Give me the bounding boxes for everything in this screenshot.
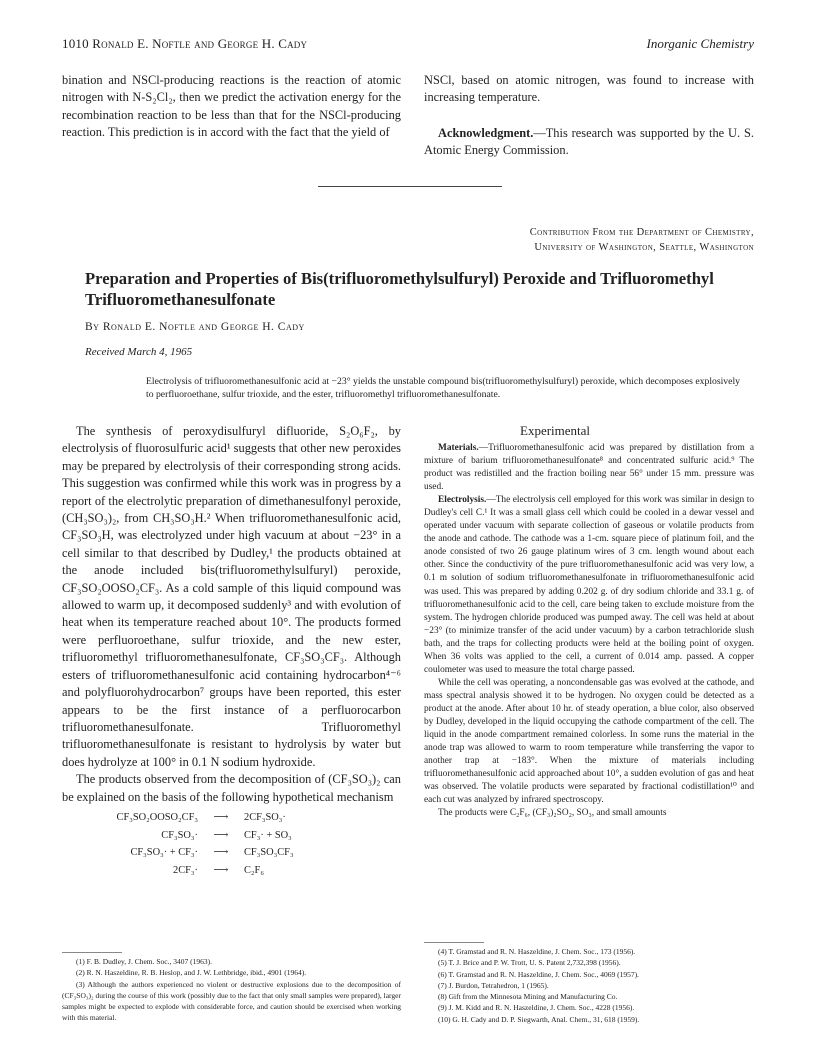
left-footnotes bbox=[62, 952, 401, 1024]
footnote: (3) Although the authors experienced no violent or destructive explosions due to the decomposition of (CF₃SO₃)₂ during the course of this work (possibly due to the fact that only small samples were prepared), larger samples might be expected to explode with considerable force, and caution should be exercised when working with this material. bbox=[62, 979, 401, 1023]
footnote: (9) J. M. Kidd and R. N. Haszeldine, J. Chem. Soc., 4228 (1956). bbox=[438, 1003, 635, 1013]
journal-name: Inorganic Chemistry bbox=[646, 36, 754, 51]
footnote: (5) T. J. Brice and P. W. Trott, U. S. Patent 2,732,398 (1956). bbox=[438, 958, 621, 968]
prev-article-left-text: bination and NSCl-producing reactions is the reaction of atomic nitrogen with N-S₂Cl₂, then we predict the activation energy for the recombination reaction to be less than that for the NSCl-producing reaction. This prediction is in accord with the fact that the yield of bbox=[62, 73, 401, 140]
article-title: Preparation and Properties of Bis(trifluoromethylsulfuryl) Peroxide and Trifluoromethyl Trifluoromethanesulfonate bbox=[85, 269, 714, 309]
mechanism-product: 2CF₃SO₃· bbox=[244, 811, 286, 823]
running-header-authors: 1010 Ronald E. Noftle and George H. Cady bbox=[62, 36, 308, 51]
intro-paragraph: The synthesis of peroxydisulfuryl difluoride, S₂O₆F₂, by electrolysis of fluorosulfuric acid¹ suggests that other new peroxides may be prepared by electrolysis of their corresponding strong acids. This suggestion was confirmed while this work was in progress by a report of the electrolytic preparation of dimethanesulfonyl peroxide, (CH₃SO₃)₂, from CH₃SO₃H.² When trifluoromethanesulfonic acid, CF₃SO₃H, was electrolyzed under high vacuum at about −23° in a cell similar to that described by Dudley,¹ the products obtained at the anode included bis(trifluoromethylsulfuryl) peroxide, CF₃SO₂OOSO₂CF₃. As a cold sample of this liquid compound was allowed to warm up, it decomposed suddenly³ and with evolution of heat when its temperature reached about 10°. The products formed were perfluoroethane, sulfur trioxide, and the new ester, trifluoromethyl trifluoromethanesulfonate, CF₃SO₃CF₃. Although esters of trifluoromethanesulfonic acid containing hydrocarbon⁴⁻⁶ and polyfluorohydrocarbon⁷ groups have been reported, this ester appears to be the first instance of a perfluorocarbon trifluoromethanesulfonate. Trifluoromethyl trifluoromethanesulfonate is resistant to hydrolysis by water but does hydrolyze at 100° in 0.1 N sodium hydroxide. bbox=[62, 424, 401, 769]
mechanism-reactant: CF₃SO₃· + CF₃· bbox=[130, 847, 198, 859]
footnote: (1) F. B. Dudley, J. Chem. Soc., 3407 (1963). bbox=[76, 957, 212, 966]
reaction-arrow: ⟶ bbox=[213, 847, 229, 859]
mechanism-product: CF₃SO₃CF₃ bbox=[244, 847, 294, 859]
materials-heading: Materials. bbox=[438, 443, 479, 453]
mechanism-product: CF₃· + SO₃ bbox=[244, 829, 292, 841]
mechanism-product: C₂F₆ bbox=[244, 864, 264, 876]
article-divider bbox=[318, 186, 502, 187]
reaction-arrow: ⟶ bbox=[213, 829, 229, 841]
materials-text: —Trifluoromethanesulfonic acid was prepared by distillation from a mixture of barium trifluoromethanesulfonate⁸ and concentrated sulfuric acid.⁹ The product was redistilled and the fraction boiling near 56° under 15 mm. pressure was used. bbox=[424, 443, 754, 493]
mechanism-step bbox=[62, 827, 401, 845]
right-footnotes bbox=[424, 942, 754, 1025]
reaction-arrow: ⟶ bbox=[213, 811, 229, 823]
footnote-rule bbox=[424, 942, 484, 943]
article-authors: By Ronald E. Noftle and George H. Cady bbox=[85, 321, 305, 333]
mechanism-reactant: CF₃SO₃· bbox=[161, 829, 198, 841]
footnote: (7) J. Burdon, Tetrahedron, 1 (1965). bbox=[438, 980, 549, 990]
mechanism-step bbox=[62, 809, 401, 827]
acknowledgment-heading: Acknowledgment. bbox=[438, 126, 534, 140]
mechanism-step bbox=[62, 862, 401, 880]
mechanism-step bbox=[62, 844, 401, 862]
materials-paragraph bbox=[424, 442, 754, 494]
contribution-line-2: University of Washington, Seattle, Washington bbox=[534, 242, 754, 253]
reaction-arrow: ⟶ bbox=[213, 864, 229, 876]
footnote: (8) Gift from the Minnesota Mining and Manufacturing Co. bbox=[438, 992, 618, 1002]
operating-paragraph: While the cell was operating, a noncondensable gas was evolved at the cathode, and mass spectral analysis showed it to be hydrogen. No oxygen could be detected as a product at the anode. After about 10 hr. of steady operation, a blue color, also observed by Dudley, developed in the liquid occupying the cathode compartment of the cell. The liquid in the anode compartment remained colorless. In some runs the material in the anode trap was allowed to warm to room temperature while transferring the vapor to another trap at −183°. When the mixture of materials including trifluoromethanesulfonic acid approached about 10°, a sudden evolution of gas and heat was observed. The volatile products were separated by fractional codistillation¹⁰ and each cut was analyzed by infrared spectroscopy. bbox=[424, 677, 754, 806]
contribution-line-1: Contribution From the Department of Chemistry, bbox=[529, 227, 754, 238]
acknowledgment-text: —This research was supported by the U. S. Atomic Energy Commission. bbox=[424, 126, 754, 158]
electrolysis-text: —The electrolysis cell employed for this work was similar in design to Dudley's cell C.¹ It was a small glass cell which could be cooled in a dewar vessel and operated under vacuum with separate collection of gaseous or volatile products from the anode and cathode. The cathode was a 1-cm. square piece of platinum foil, and the anode consisted of two 26 gauge platinum wires of 3 cm. length wound about each other. Since the conductivity of the pure trifluoromethanesulfonic acid was very low, a 0.1 m solution of sodium trifluoromethanesulfonate in trifluoromethanesulfonic acid was used. This was prepared by adding 0.202 g. of dry sodium chloride and 33.1 g. of trifluoromethanesulfonic acid to the cell, care being taken to exclude moisture from the system. The hydrogen chloride produced was pumped away. The cell was held at about −23° (to minimize transfer of the acid under vacuum) by a carbon tetrachloride slush bath, and the traps for collecting products were held at the boiling point of oxygen. When 36 volts was applied to the cell, a current of 0.014 amp. passed. A copper coulometer was used to measure the total charge passed. bbox=[424, 495, 754, 675]
reaction-mechanism bbox=[62, 809, 401, 879]
electrolysis-heading: Electrolysis. bbox=[438, 495, 487, 506]
abstract: Electrolysis of trifluoromethanesulfonic acid at −23° yields the unstable compound bis(trifluoromethylsulfuryl) peroxide, which decomposes explosively to perfluoroethane, sulfur trioxide, and the ester, trifluoromethyl trifluoromethanesulfonate. bbox=[146, 376, 740, 401]
mechanism-reactant: 2CF₃· bbox=[173, 864, 198, 876]
products-line: The products were C₂F₆, (CF₃)₂SO₂, SO₃, and small amounts bbox=[438, 808, 667, 819]
prev-article-right-text: NSCl, based on atomic nitrogen, was found to increase with increasing temperature. bbox=[424, 73, 754, 105]
footnote: (10) G. H. Cady and D. P. Siegwarth, Anal. Chem., 31, 618 (1959). bbox=[438, 1014, 640, 1024]
left-column bbox=[62, 423, 401, 879]
products-paragraph: The products observed from the decomposition of (CF₃SO₃)₂ can be explained on the basis of the following hypothetical mechanism bbox=[62, 772, 401, 804]
mechanism-reactant: CF₃SO₂OOSO₂CF₃ bbox=[116, 811, 198, 823]
received-date: Received March 4, 1965 bbox=[85, 346, 193, 358]
contribution-affiliation bbox=[334, 225, 754, 255]
right-column bbox=[424, 442, 754, 820]
footnote-rule bbox=[62, 952, 122, 953]
section-heading-experimental: Experimental bbox=[520, 423, 591, 438]
footnote: (2) R. N. Haszeldine, R. B. Heslop, and J. W. Lethbridge, ibid., 4901 (1964). bbox=[76, 968, 307, 978]
footnote: (4) T. Gramstad and R. N. Haszeldine, J. Chem. Soc., 173 (1956). bbox=[438, 947, 636, 956]
electrolysis-paragraph bbox=[424, 494, 754, 677]
footnote: (6) T. Gramstad and R. N. Haszeldine, J. Chem. Soc., 4069 (1957). bbox=[438, 969, 639, 979]
acknowledgment bbox=[424, 125, 754, 160]
